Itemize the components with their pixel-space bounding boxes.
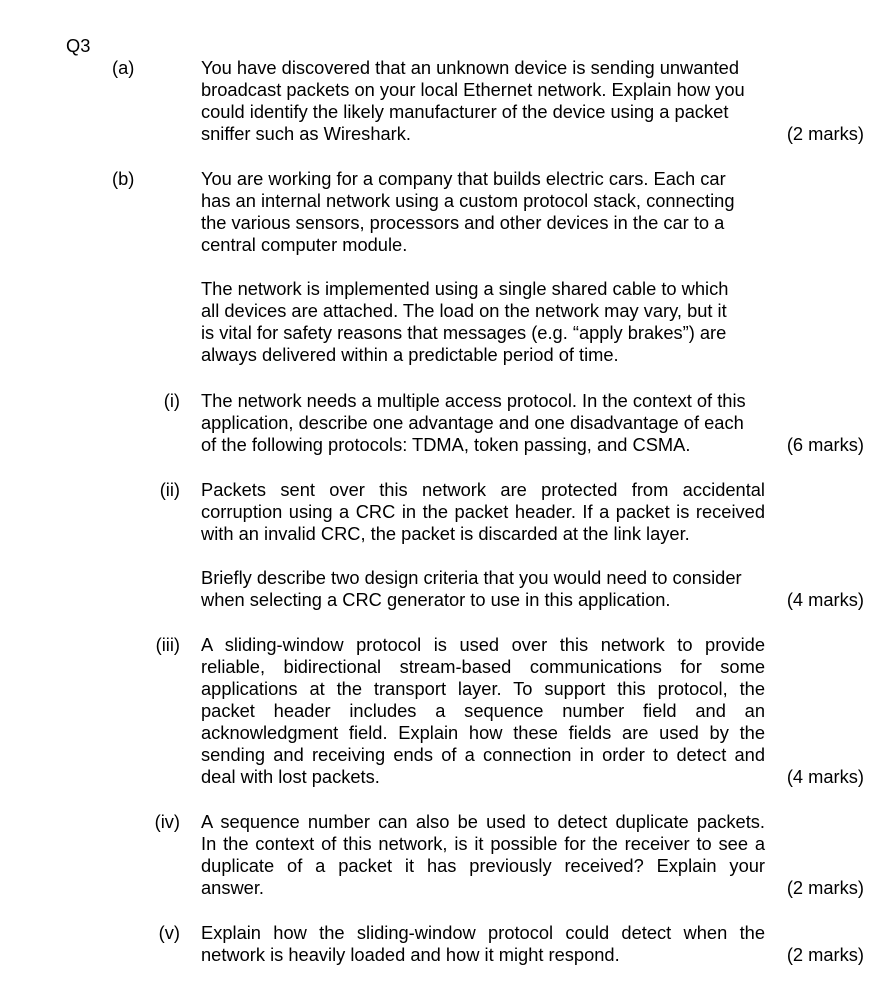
text-line: network is heavily loaded and how it might respond. <box>201 944 620 965</box>
sub-v-text <box>201 922 765 966</box>
text-line: application, describe one advantage and one disadvantage of each <box>201 412 744 433</box>
sub-ii-marks: (4 marks) <box>786 589 864 610</box>
text-line: of the following protocols: TDMA, token passing, and CSMA. <box>201 434 691 455</box>
text-line: sending and receiving ends of a connection in order to detect and <box>201 744 765 765</box>
sub-ii-text-2 <box>201 567 765 611</box>
part-b-intro-1 <box>201 168 765 256</box>
sub-i-text <box>201 390 765 456</box>
sub-ii-text <box>201 479 765 545</box>
sub-iv-label: (iv) <box>154 811 180 832</box>
text-line: applications at the transport layer. To support this protocol, the <box>201 678 765 699</box>
text-line: has an internal network using a custom protocol stack, connecting <box>201 190 735 211</box>
part-a-text <box>201 57 765 145</box>
sub-iii-label: (iii) <box>155 634 180 655</box>
text-line: sniffer such as Wireshark. <box>201 123 411 144</box>
sub-iv-text <box>201 811 765 899</box>
text-line: Explain how the sliding-window protocol could detect when the <box>201 922 765 943</box>
sub-i-label: (i) <box>163 390 180 411</box>
sub-v-marks: (2 marks) <box>786 944 864 965</box>
sub-i-marks: (6 marks) <box>786 434 864 455</box>
text-line: The network needs a multiple access protocol. In the context of this <box>201 390 746 411</box>
text-line: A sliding-window protocol is used over this network to provide <box>201 634 765 655</box>
text-line: You are working for a company that builds electric cars. Each car <box>201 168 726 189</box>
sub-iv-marks: (2 marks) <box>786 877 864 898</box>
part-a-marks: (2 marks) <box>786 123 864 144</box>
text-line: You have discovered that an unknown device is sending unwanted <box>201 57 739 78</box>
text-line: always delivered within a predictable period of time. <box>201 344 619 365</box>
text-line: answer. <box>201 877 265 898</box>
text-line: could identify the likely manufacturer of the device using a packet <box>201 101 729 122</box>
text-line: A sequence number can also be used to detect duplicate packets. <box>201 811 765 832</box>
text-line: deal with lost packets. <box>201 766 380 787</box>
text-line: reliable, bidirectional stream-based communications for some <box>201 656 765 677</box>
text-line: corruption using a CRC in the packet header. If a packet is received <box>201 501 765 522</box>
text-line: packet header includes a sequence number field and an <box>201 700 765 721</box>
question-number: Q3 <box>66 35 91 56</box>
text-line: acknowledgment field. Explain how these fields are used by the <box>201 722 765 743</box>
text-line: central computer module. <box>201 234 408 255</box>
sub-iii-marks: (4 marks) <box>786 766 864 787</box>
part-b-intro-2 <box>201 278 765 366</box>
sub-v-label: (v) <box>158 922 180 943</box>
sub-iii-text <box>201 634 765 788</box>
text-line: In the context of this network, is it possible for the receiver to see a <box>201 833 765 854</box>
sub-ii-label: (ii) <box>159 479 180 500</box>
text-line: duplicate of a packet it has previously received? Explain your <box>201 855 765 876</box>
text-line: The network is implemented using a single shared cable to which <box>201 278 729 299</box>
text-line: broadcast packets on your local Ethernet network. Explain how you <box>201 79 745 100</box>
text-line: Packets sent over this network are protected from accidental <box>201 479 765 500</box>
text-line: when selecting a CRC generator to use in this application. <box>201 589 671 610</box>
part-a-label: (a) <box>112 57 135 78</box>
text-line: with an invalid CRC, the packet is discarded at the link layer. <box>201 523 690 544</box>
text-line: all devices are attached. The load on the network may vary, but it <box>201 300 727 321</box>
part-b-label: (b) <box>112 168 135 189</box>
text-line: Briefly describe two design criteria that you would need to consider <box>201 567 742 588</box>
text-line: is vital for safety reasons that messages (e.g. “apply brakes”) are <box>201 322 727 343</box>
text-line: the various sensors, processors and other devices in the car to a <box>201 212 725 233</box>
